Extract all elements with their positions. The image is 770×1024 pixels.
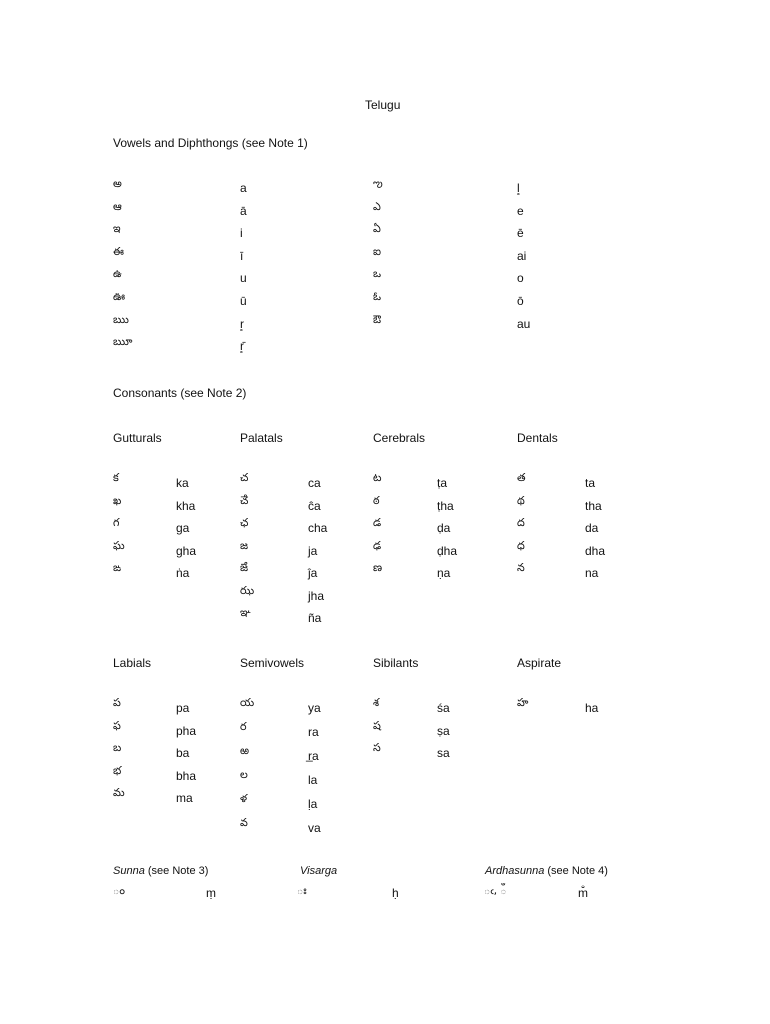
letter-glyph: ఐ: [373, 244, 381, 258]
sunna-roman: ṃ: [206, 886, 216, 900]
sunna-note: (see Note 3): [144, 865, 209, 877]
letter-glyph: ఙ: [113, 561, 122, 574]
letter-glyph: ప: [113, 696, 121, 709]
page-title: Telugu: [365, 98, 401, 112]
romanization: jha: [308, 588, 325, 603]
romanization: dha: [585, 543, 606, 558]
letter-glyph: క: [113, 471, 119, 484]
ardhasunna-roman: m̐: [578, 886, 588, 900]
letter-glyph: ఔ: [373, 312, 382, 326]
letter-glyph: ఇ: [113, 222, 121, 236]
romanization: ra: [308, 725, 319, 739]
ardhasunna-label: [485, 864, 608, 878]
letter-glyph: ఋ: [113, 312, 129, 326]
letter-glyph: ష: [373, 718, 381, 732]
letter-glyph: ఈ: [113, 244, 124, 258]
consonants-note: (see Note 2): [177, 386, 247, 400]
romanization: ḍha: [437, 543, 458, 558]
romanization: u: [240, 271, 247, 286]
romanization: ga: [176, 521, 190, 535]
romanization: ḍa: [437, 521, 451, 535]
letter-glyph: ట: [373, 471, 382, 484]
romanization: ai: [517, 248, 527, 263]
letter-glyph: ౘ: [240, 493, 249, 507]
romanization: ka: [176, 476, 189, 490]
romanization: na: [585, 566, 599, 580]
letter-glyph: ఠ: [373, 493, 380, 507]
letter-glyph: ఎ: [373, 199, 381, 213]
vowels-heading: [113, 136, 308, 150]
letter-glyph: శ: [373, 696, 380, 709]
ardhasunna-letter: ఁ, ఀ: [484, 884, 507, 897]
palatals-heading: Palatals: [240, 431, 283, 445]
letter-glyph: య: [240, 696, 255, 709]
letter-glyph: హ: [517, 696, 529, 709]
gutturals-heading: Gutturals: [113, 431, 162, 445]
romanization: kha: [176, 498, 196, 513]
romanization: r̥̄: [240, 339, 244, 354]
letter-glyph: చ: [240, 471, 249, 484]
ardhasunna-note: (see Note 4): [544, 865, 608, 877]
romanization: ṣa: [437, 723, 450, 738]
romanization: pha: [176, 723, 197, 738]
letter-glyph: స: [373, 741, 381, 754]
romanization: ṅa: [176, 566, 190, 580]
romanization: r̲a: [308, 749, 319, 763]
romanization: ṭa: [437, 476, 448, 490]
letter-glyph: ఖ: [113, 493, 122, 507]
romanization: ĉa: [308, 498, 321, 513]
letter-glyph: ణ: [373, 561, 383, 574]
letter-glyph: బ: [113, 741, 122, 755]
letter-glyph: థ: [517, 493, 525, 507]
visarga-roman: ḥ: [392, 886, 399, 900]
letter-glyph: ౠ: [113, 335, 133, 349]
visarga-label: Visarga: [300, 865, 338, 877]
letter-glyph: ఌ: [373, 177, 383, 190]
sunna-label: [113, 864, 208, 878]
romanization: ma: [176, 791, 193, 806]
romanization: ṇa: [437, 566, 451, 580]
letter-glyph: ఉ: [113, 267, 122, 281]
aspirate-heading: Aspirate: [517, 656, 562, 670]
letter-glyph: జ: [240, 538, 249, 552]
sibilants-heading: Sibilants: [373, 656, 419, 670]
romanization: i: [240, 226, 243, 241]
letter-glyph: ఆ: [113, 199, 122, 213]
letter-glyph: న: [517, 561, 525, 574]
romanization: va: [308, 821, 321, 835]
letter-glyph: ద: [517, 516, 525, 529]
romanization: l̥: [517, 181, 520, 195]
romanization: ta: [585, 476, 596, 490]
romanization: ā: [240, 203, 247, 218]
letter-glyph: ళ: [240, 792, 248, 805]
letter-glyph: ౙ: [240, 561, 249, 574]
romanization: o: [517, 271, 524, 286]
consonants-heading: [113, 386, 246, 400]
romanization: ca: [308, 476, 321, 490]
romanization: la: [308, 773, 318, 787]
romanization: ha: [585, 701, 599, 715]
letter-glyph: ఓ: [373, 290, 382, 303]
letter-glyph: ఞ: [240, 606, 251, 619]
letter-glyph: అ: [113, 177, 122, 190]
romanization: pa: [176, 701, 190, 715]
dentals-heading: Dentals: [517, 431, 558, 445]
letter-glyph: మ: [113, 786, 125, 800]
letter-glyph: ఫ: [113, 718, 121, 732]
romanization: ṭha: [437, 498, 454, 513]
letter-glyph: ఏ: [373, 222, 381, 236]
letter-glyph: ఘ: [113, 538, 125, 552]
romanization: e: [517, 203, 524, 218]
vowels-heading-text: Vowels and Diphthongs: [113, 136, 239, 150]
romanization: au: [517, 316, 531, 331]
romanization: śa: [437, 701, 450, 715]
romanization: ē: [517, 226, 524, 241]
romanization: bha: [176, 768, 197, 783]
sunna-label-text: Sunna: [113, 865, 145, 877]
romanization: sa: [437, 746, 450, 760]
letter-glyph: ఒ: [373, 267, 382, 281]
vowels-note: (see Note 1): [238, 136, 308, 150]
romanization: a: [240, 181, 247, 195]
visarga-letter: ః: [297, 884, 307, 897]
romanization: ḷa: [308, 797, 318, 811]
romanization: ba: [176, 746, 190, 761]
romanization: da: [585, 521, 599, 535]
romanization: cha: [308, 521, 328, 535]
consonants-heading-text: Consonants: [113, 386, 178, 400]
romanization: ya: [308, 701, 321, 715]
semivowels-heading: Semivowels: [240, 656, 305, 670]
cerebrals-heading: Cerebrals: [373, 431, 426, 445]
romanization: ī: [240, 248, 244, 263]
letter-glyph: ఛ: [240, 516, 249, 529]
letter-glyph: గ: [113, 516, 120, 529]
ardhasunna-label-text: Ardhasunna: [485, 865, 545, 877]
letter-glyph: వ: [240, 816, 248, 829]
letter-glyph: ల: [240, 768, 248, 781]
romanization: ña: [308, 611, 322, 625]
letter-glyph: డ: [373, 516, 382, 529]
romanization: r̥: [240, 316, 244, 331]
labials-heading: Labials: [113, 656, 152, 670]
romanization: ĵa: [308, 566, 318, 580]
letter-glyph: ఱ: [240, 744, 250, 757]
letter-glyph: ధ: [517, 538, 525, 552]
romanization: gha: [176, 543, 197, 558]
romanization: tha: [585, 498, 602, 513]
letter-glyph: భ: [113, 763, 122, 777]
letter-glyph: త: [517, 471, 526, 484]
sunna-letter: ం: [113, 884, 125, 897]
letter-glyph: ర: [240, 720, 247, 733]
letter-glyph: ఊ: [113, 290, 126, 303]
letter-glyph: ఝ: [240, 583, 255, 597]
romanization: ū: [240, 294, 247, 308]
romanization: ja: [308, 543, 318, 558]
romanization: ō: [517, 294, 524, 308]
letter-glyph: ఢ: [373, 538, 382, 552]
